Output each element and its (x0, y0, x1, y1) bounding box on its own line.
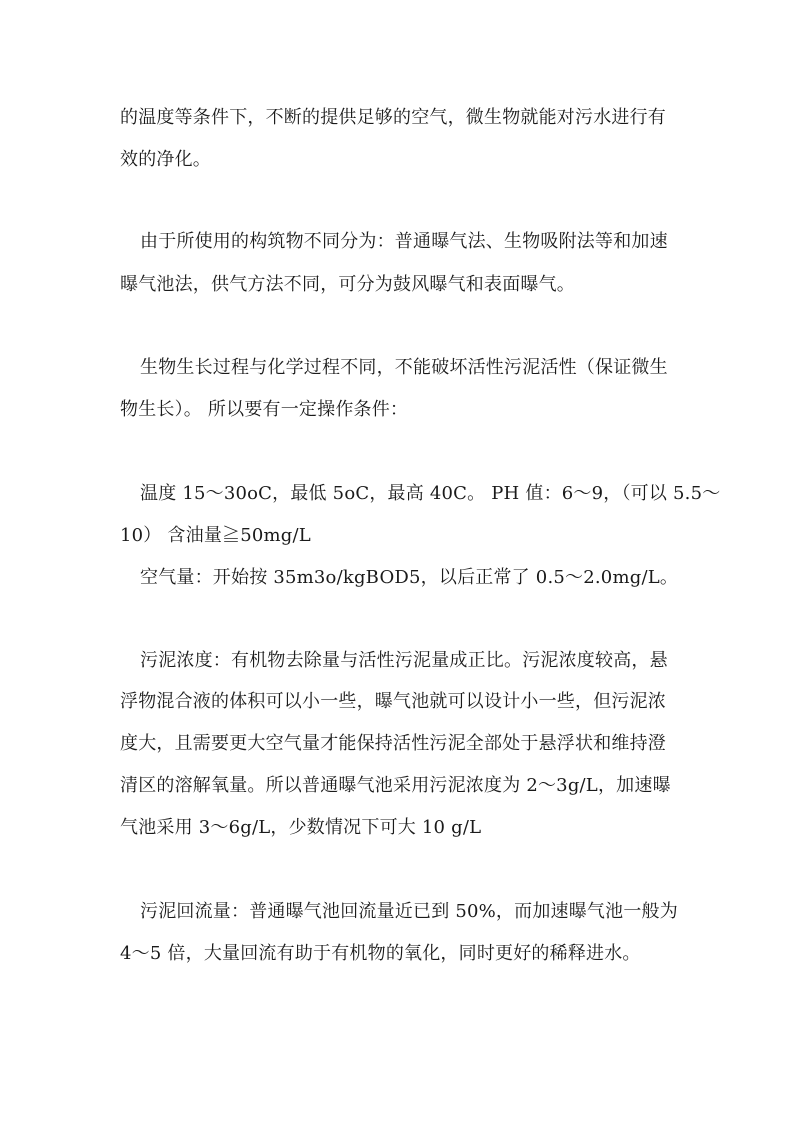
text-line: 气池采用 3～6g/L，少数情况下可大 10 g/L (120, 817, 482, 838)
text-line: 温度 15～30oC，最低 5oC，最高 40C。 PH 值：6～9，（可以 5.5～ (140, 483, 721, 504)
text-line: 污泥浓度：有机物去除量与活性污泥量成正比。污泥浓度较高，悬 (140, 650, 668, 671)
text-line: 4～5 倍，大量回流有助于有机物的氧化，同时更好的稀释进水。 (120, 943, 641, 964)
text-line: 10） 含油量≧50mg/L (120, 525, 311, 546)
text-line: 的温度等条件下，不断的提供足够的空气，微生物就能对污水进行有 (120, 107, 666, 128)
text-line: 度大，且需要更大空气量才能保持活性污泥全部处于悬浮状和维持澄 (120, 733, 666, 754)
text-line: 生物生长过程与化学过程不同，不能破坏活性污泥活性（保证微生 (140, 357, 668, 378)
text-line: 由于所使用的构筑物不同分为：普通曝气法、生物吸附法等和加速 (140, 231, 668, 252)
text-line: 空气量：开始按 35m3o/kgBOD5，以后正常了 0.5～2.0mg/L。 (140, 567, 679, 588)
text-line: 曝气池法，供气方法不同，可分为鼓风曝气和表面曝气。 (120, 274, 575, 295)
text-line: 物生长）。 所以要有一定操作条件： (120, 399, 409, 420)
text-line: 清区的溶解氧量。所以普通曝气池采用污泥浓度为 2～3g/L，加速曝 (120, 775, 671, 796)
text-line: 污泥回流量：普通曝气池回流量近已到 50%，而加速曝气池一般为 (140, 901, 678, 922)
text-line: 浮物混合液的体积可以小一些，曝气池就可以设计小一些，但污泥浓 (120, 691, 666, 712)
text-line: 效的净化。 (120, 149, 211, 170)
